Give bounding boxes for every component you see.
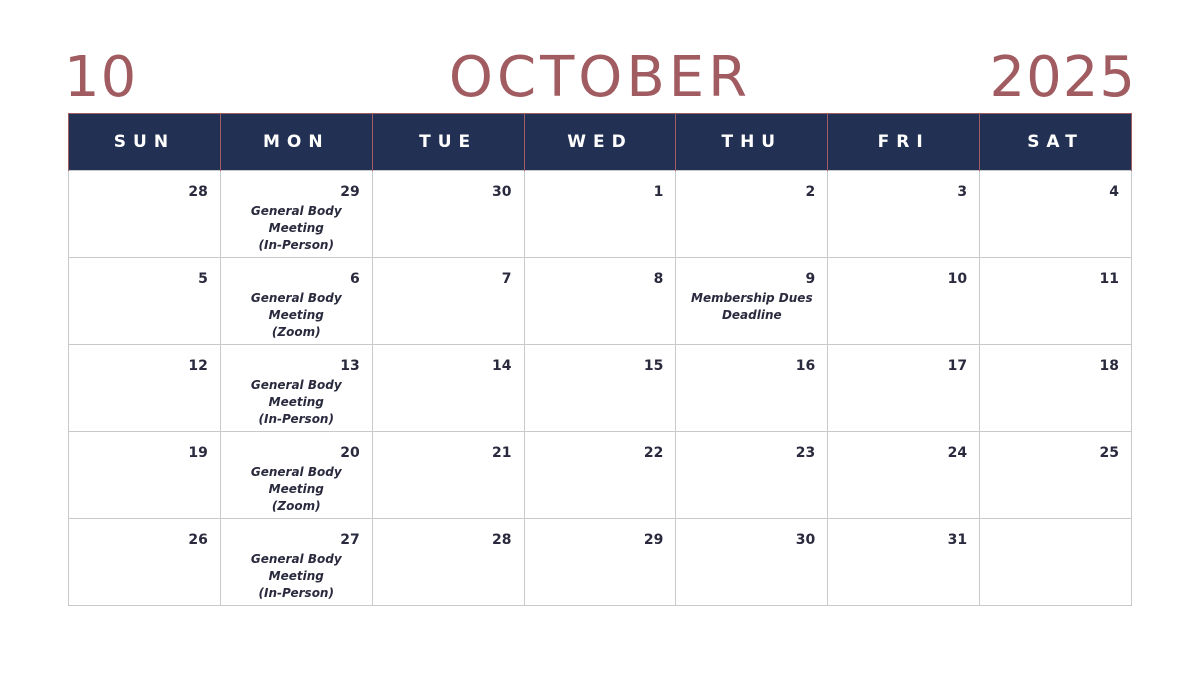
day-number: 9 [805,271,816,287]
day-cell[interactable] [524,519,676,606]
day-number: 5 [198,271,208,287]
day-number: 27 [340,532,360,548]
weekday-tue: TUE [372,114,524,171]
day-number: 2 [805,184,816,200]
day-cell[interactable] [220,171,372,258]
day-number: 1 [653,184,664,200]
day-cell[interactable] [676,258,828,345]
event-label[interactable]: General Body Meeting (Zoom) [250,465,342,513]
day-cell[interactable] [676,519,828,606]
day-number: 11 [1099,271,1119,287]
day-cell[interactable] [828,432,980,519]
day-cell[interactable] [524,258,676,345]
day-cell[interactable] [69,171,221,258]
event-label[interactable]: General Body Meeting (Zoom) [250,291,342,339]
event-label[interactable]: General Body Meeting (In-Person) [250,378,342,426]
day-cell[interactable] [980,432,1132,519]
calendar-body [69,171,1132,606]
day-number: 12 [188,358,208,374]
day-number: 24 [947,445,968,461]
day-cell[interactable] [524,171,676,258]
day-cell[interactable] [524,432,676,519]
day-cell[interactable] [372,432,524,519]
day-cell[interactable] [676,171,828,258]
weekday-fri: FRI [828,114,980,171]
day-number: 17 [947,358,968,374]
day-number: 21 [492,445,512,461]
day-cell[interactable] [69,258,221,345]
day-cell[interactable] [69,519,221,606]
weekday-thu: THU [676,114,828,171]
day-cell[interactable] [828,171,980,258]
day-number: 29 [340,184,360,200]
day-number: 25 [1099,445,1119,461]
day-number: 7 [501,271,512,287]
day-cell[interactable] [372,171,524,258]
week-row [69,171,1132,258]
weekday-wed: WED [524,114,676,171]
day-cell[interactable] [980,258,1132,345]
event-label[interactable]: General Body Meeting (In-Person) [250,552,342,600]
day-cell[interactable] [220,519,372,606]
weekday-mon: MON [220,114,372,171]
day-number: 16 [795,358,816,374]
day-number: 10 [947,271,968,287]
day-number: 15 [643,358,664,374]
day-number: 31 [947,532,968,548]
day-number: 26 [188,532,208,548]
day-number: 13 [340,358,360,374]
day-cell[interactable] [980,519,1132,606]
calendar-grid [68,113,1132,606]
month-number: 10 [64,45,138,110]
day-number: 14 [492,358,512,374]
day-number: 23 [795,445,816,461]
day-number: 22 [643,445,664,461]
day-number: 4 [1109,184,1119,200]
day-cell[interactable] [980,171,1132,258]
week-row [69,345,1132,432]
weekday-sat: SAT [980,114,1132,171]
day-cell[interactable] [220,345,372,432]
day-cell[interactable] [372,258,524,345]
weekday-header-row [69,114,1132,171]
day-cell[interactable] [220,432,372,519]
day-number: 3 [957,184,968,200]
year: 2025 [989,45,1136,110]
day-number: 28 [492,532,512,548]
week-row [69,432,1132,519]
day-cell[interactable] [220,258,372,345]
day-number: 30 [795,532,816,548]
event-label[interactable]: Membership Dues Deadline [691,291,813,322]
day-number: 19 [188,445,208,461]
day-cell[interactable] [69,432,221,519]
day-cell[interactable] [828,345,980,432]
day-number: 29 [643,532,664,548]
day-cell[interactable] [524,345,676,432]
weekday-sun: SUN [69,114,221,171]
event-label[interactable]: General Body Meeting (In-Person) [250,204,342,252]
day-number: 6 [349,271,360,287]
day-cell[interactable] [69,345,221,432]
day-cell[interactable] [372,345,524,432]
week-row [69,258,1132,345]
day-cell[interactable] [828,519,980,606]
day-cell[interactable] [828,258,980,345]
day-number: 30 [492,184,512,200]
day-number [980,519,1131,532]
day-cell[interactable] [372,519,524,606]
day-cell[interactable] [676,432,828,519]
week-row [69,519,1132,606]
day-cell[interactable] [980,345,1132,432]
month-name: OCTOBER [448,45,752,110]
day-number: 20 [340,445,360,461]
day-number: 8 [653,271,664,287]
day-cell[interactable] [676,345,828,432]
day-number: 28 [188,184,208,200]
day-number: 18 [1099,358,1119,374]
